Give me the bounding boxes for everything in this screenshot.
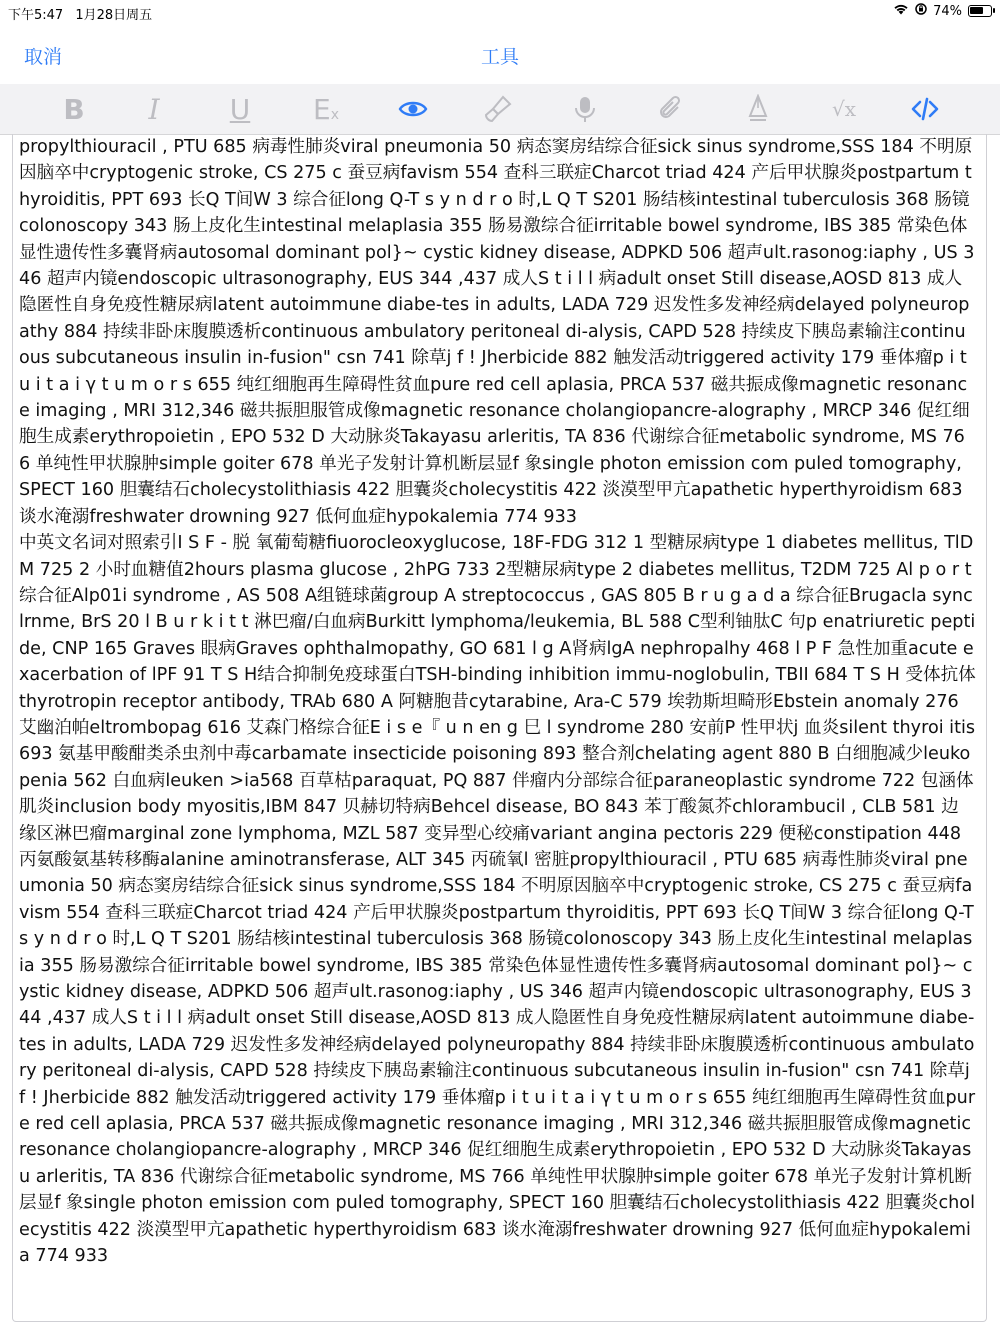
text-paragraph: propylthiouracil , PTU 685 病毒性肺炎viral pneumonia 50 病态窦房结综合征sick sinus syndrome,SSS 184 不明原因脑卒中cryptogenic stroke, CS 275 c 蚕豆病favism 554 查科三联症Charcot triad 424 产后甲状腺炎postpartum thyroiditis, PPT 693 长Q T间W 3 综合征long Q-T s y n d r o 时,L Q T S201 肠结核intestinal tuberculosis 368 肠镜colonoscopy 343 肠上皮化生intestinal melaplasia 355 肠易激综合征irritable bowel syndrome, IBS 385 常染色体显性遗传性多囊肾病autosomal dominant pol}~ cystic kidney disease, ADPKD 506 超声ult.rasonog:iaphy , US 346 超声内镜endoscopic ultrasonography, EUS 344 ,437 成人S t i l l 病adult onset Still disease,AOSD 813 成人隐匿性自身免疫性糖尿病latent autoimmune diabe-tes in adults, LADA 729 迟发性多发神经病delayed polyneuropathy 884 持续非卧床腹膜透析continuous ambulatory peritoneal di-alysis, CAPD 528 持续皮下胰岛素输注continuous subcutaneous insulin in-fusion" csn 741 除草j f ! Jherbicide 882 触发活动triggered activity 179 垂体瘤p i t u i t a i γ t u m o r s 655 纯红细胞再生障碍性贫血pure red cell aplasia, PRCA 537 磁共振成像magnetic resonance imaging , MRI 312,346 磁共振胆服管成像magnetic resonance cholangiopancre-alography , MRCP 346 促红细胞生成素erythropoietin , EPO 532 D 大动脉炎Takayasu arleritis, TA 836 代谢综合征metabolic syndrome, MS 766 单纯性甲状腺肿simple goiter 678 单光子发射计算机断层显f 象single photon emission com puled tomography, SPECT 160 胆囊结石cholecystolithiasis 422 胆囊炎cholecystitis 422 淡漠型甲亢apathetic hyperthyroidism 683 谈水淹溺freshwater drowning 927 低何血症hypokalemia 774 933	[19, 137, 975, 527]
battery-level	[970, 7, 983, 14]
status-right	[893, 3, 992, 19]
code-icon[interactable]	[905, 92, 945, 126]
status-left	[8, 4, 160, 23]
brush-icon[interactable]	[478, 92, 518, 126]
wifi-icon	[893, 3, 909, 19]
italic-icon[interactable]: I	[148, 92, 160, 126]
status-bar	[0, 0, 1000, 24]
battery-icon	[968, 5, 992, 17]
attachment-icon[interactable]	[651, 92, 691, 126]
text-paragraph: 中英文名词对照索引I S F - 脱 氧葡萄糖fiuorocleoxyglucose, 18F-FDG 312 1 型糖尿病type 1 diabetes mellitus, TlDM 725 2 小时血糖值2hours plasma glucose , 2hPG 733 2型糖尿病type 2 diabetes mellitus, T2DM 725 Al p o r t 综合征Alp01i syndrome , AS 508 A组链球菌group A streptococcus , GAS 805 B r u g a d a 综合征Brugacla synclrnme, BrS 20 l B u r k i t t 淋巴瘤/白血病Burkitt lymphoma/leukemia, BL 588 C型利铀肽C 句p enatriuretic peptide, CNP 165 Graves 眼病Graves ophthalmopathy, GO 681 l g A肾病lgA nephropalhy 468 l P F 急性加重acute exacerbation of lPF 91 T S H结合抑制免疫球蛋白TSH-binding inhibition immu-noglobulin, TBII 684 T S H 受体抗体thyrotropin receptor antibody, TRAb 680 A 阿糖胞昔cytarabine, Ara-C 579 埃勃斯坦畸形Ebstein anomaly 276 艾幽泊帕eltrombopag 616 艾森门格综合征E i s e『 u n en g 巳 l syndrome 280 安前P 性甲状j 血炎silent thyroi itis 693 氨基甲酸酣类杀虫剂中毒carbamate insecticide poisoning 893 整合剂chelating agent 880 B 白细胞减少leukopenia 562 白血病leuken >ia568 百草枯paraquat, PQ 887 伴瘤内分部综合征paraneoplastic syndrome 722 包涵体肌炎inclusion body myositis,IBM 847 贝赫切特病Behcel disease, BO 843 苯丁酸氮芥chlorambucil , CLB 581 边缘区淋巴瘤marginal zone lymphoma, MZL 587 变异型心绞痛variant angina pectoris 229 便秘constipation 448 丙氨酸氨基转移酶alanine aminotransferase, ALT 345 丙硫氧l 密脏propylthiouracil , PTU 685 病毒性肺炎viral pneumonia 50 病态窦房结综合征sick sinus syndrome,SSS 184 不明原因脑卒中cryptogenic stroke, CS 275 c 蚕豆病favism 554 查科三联症Charcot triad 424 产后甲状腺炎postpartum thyroiditis, PPT 693 长Q T间W 3 综合征long Q-T s y n d r o 时,L Q T S201 肠结核intestinal tuberculosis 368 肠镜colonoscopy 343 肠上皮化生intestinal melaplasia 355 肠易激综合征irritable bowel syndrome, IBS 385 常染色体显性遗传性多囊肾病autosomal dominant pol}~ cystic kidney disease, ADPKD 506 超声ult.rasonog:iaphy , US 346 超声内镜endoscopic ultrasonography, EUS 344 ,437 成人S t i l l 病adult onset Still disease,AOSD 813 成人隐匿性自身免疫性糖尿病latent autoimmune diabe-tes in adults, LADA 729 迟发性多发神经病delayed polyneuropathy 884 持续非卧床腹膜透析continuous ambulatory peritoneal di-alysis, CAPD 528 持续皮下胰岛素输注continuous subcutaneous insulin in-fusion" csn 741 除草j f ! Jherbicide 882 触发活动triggered activity 179 垂体瘤p i t u i t a i γ t u m o r s 655 纯红细胞再生障碍性贫血pure red cell aplasia, PRCA 537 磁共振成像magnetic resonance imaging , MRI 312,346 磁共振胆服管成像magnetic resonance cholangiopancre-alography , MRCP 346 促红细胞生成素erythropoietin , EPO 532 D 大动脉炎Takayasu arleritis, TA 836 代谢综合征metabolic syndrome, MS 766 单纯性甲状腺肿simple goiter 678 单光子发射计算机断层显f 象single photon emission com puled tomography, SPECT 160 胆囊结石cholecystolithiasis 422 胆囊炎cholecystitis 422 淡漠型甲亢apathetic hyperthyroidism 683 谈水淹溺freshwater drowning 927 低何血症hypokalemia 774 933	[19, 533, 976, 1267]
page-title: 工具	[480, 46, 519, 68]
navigation-bar	[0, 24, 1000, 84]
status-date: 1月28日周五	[75, 8, 153, 23]
status-time: 下午5:47	[8, 8, 64, 23]
microphone-icon[interactable]	[565, 92, 605, 126]
preview-eye-icon[interactable]	[393, 92, 433, 126]
cancel-button[interactable]: 取消	[24, 46, 63, 68]
pen-icon[interactable]	[738, 92, 778, 126]
clear-format-icon[interactable]: E x	[313, 92, 339, 126]
underline-icon[interactable]: U	[229, 92, 251, 126]
bold-icon[interactable]: B	[63, 92, 85, 126]
battery-percent: 74%	[933, 3, 962, 19]
text-editor[interactable]	[12, 134, 987, 1322]
format-toolbar	[0, 84, 1000, 135]
formula-icon[interactable]: √x	[831, 97, 857, 121]
document-content[interactable]	[13, 134, 986, 1269]
orientation-lock-icon	[915, 3, 927, 19]
